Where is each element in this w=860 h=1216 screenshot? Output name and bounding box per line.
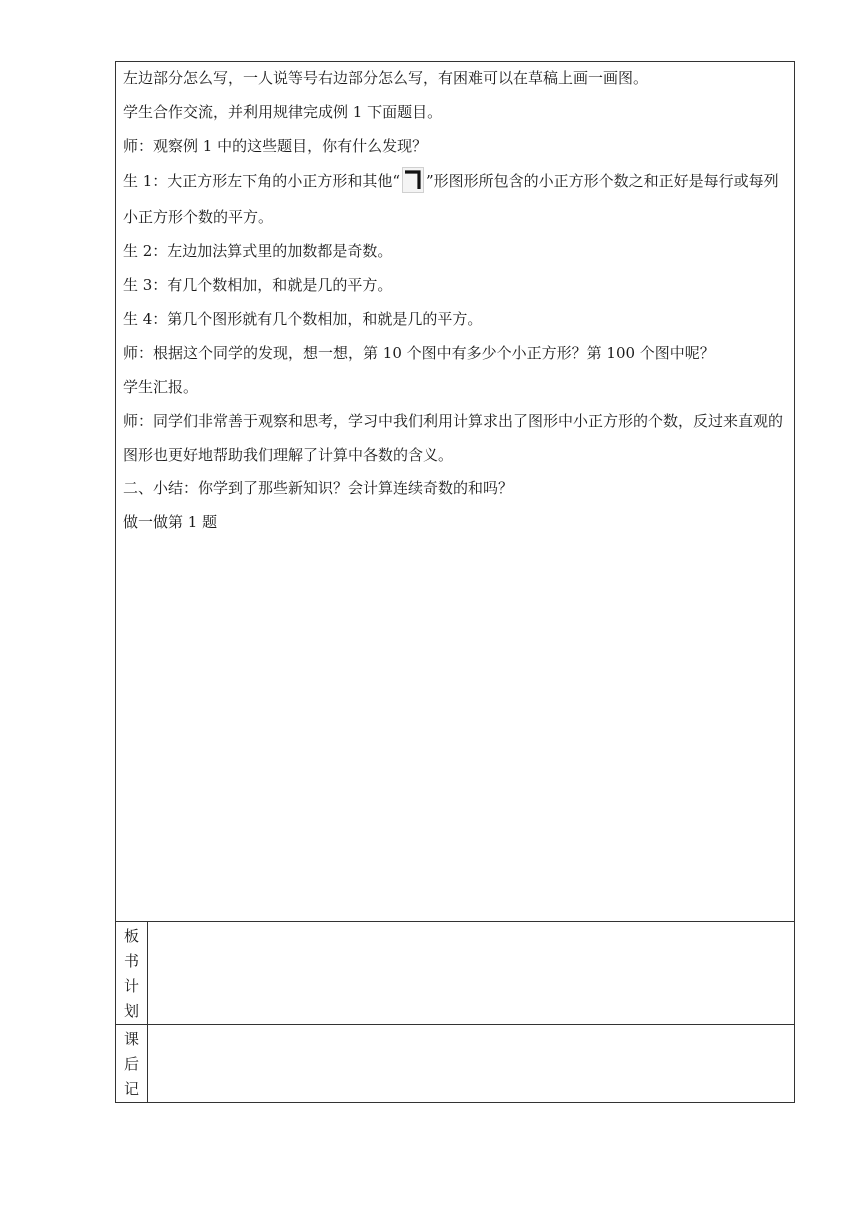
text-line: 左边部分怎么写，一人说等号右边部分怎么写，有困难可以在草稿上画一画图。 [123,69,649,87]
corner-bracket-icon [402,167,424,193]
board-plan-label-cell [116,922,148,1025]
text-line: 生 3：有几个数相加，和就是几的平方。 [123,276,393,294]
text-line: 做一做第 1 题 [123,513,218,531]
teacher-summary-paragraph: 师：同学们非常善于观察和思考，学习中我们利用计算求出了图形中小正方形的个数，反过来直观的图形也更好地帮助我们理解了计算中各数的含义。 [123,412,784,464]
text-line: 生 4：第几个图形就有几个数相加，和就是几的平方。 [123,310,483,328]
student1-paragraph [123,163,788,235]
text-line: 师：根据这个同学的发现，想一想，第 10 个图中有多少个小正方形？第 100 个图中呢？ [123,344,715,362]
lesson-plan-table [115,61,795,1103]
student1-text-before: 生 1：大正方形左下角的小正方形和其他“ [123,172,400,190]
board-plan-content-cell [148,922,795,1025]
text-line: 学生汇报。 [123,378,199,396]
after-class-label-cell [116,1025,148,1103]
teaching-process-cell [116,62,795,922]
text-line: 师：观察例 1 中的这些题目，你有什么发现？ [123,137,428,155]
text-line: 生 2：左边加法算式里的加数都是奇数。 [123,242,393,260]
student1-text-after: ”形图形所包含的小正方形个数之和正好是每行或每列小正方形个数的平方。 [123,172,779,226]
after-class-content-cell [148,1025,795,1103]
text-line: 学生合作交流，并利用规律完成例 1 下面题目。 [123,103,443,121]
board-plan-label: 板书计划 [123,927,139,1020]
after-class-label: 课后记 [123,1030,139,1098]
text-line: 二、小结：你学到了那些新知识？会计算连续奇数的和吗？ [123,479,514,497]
